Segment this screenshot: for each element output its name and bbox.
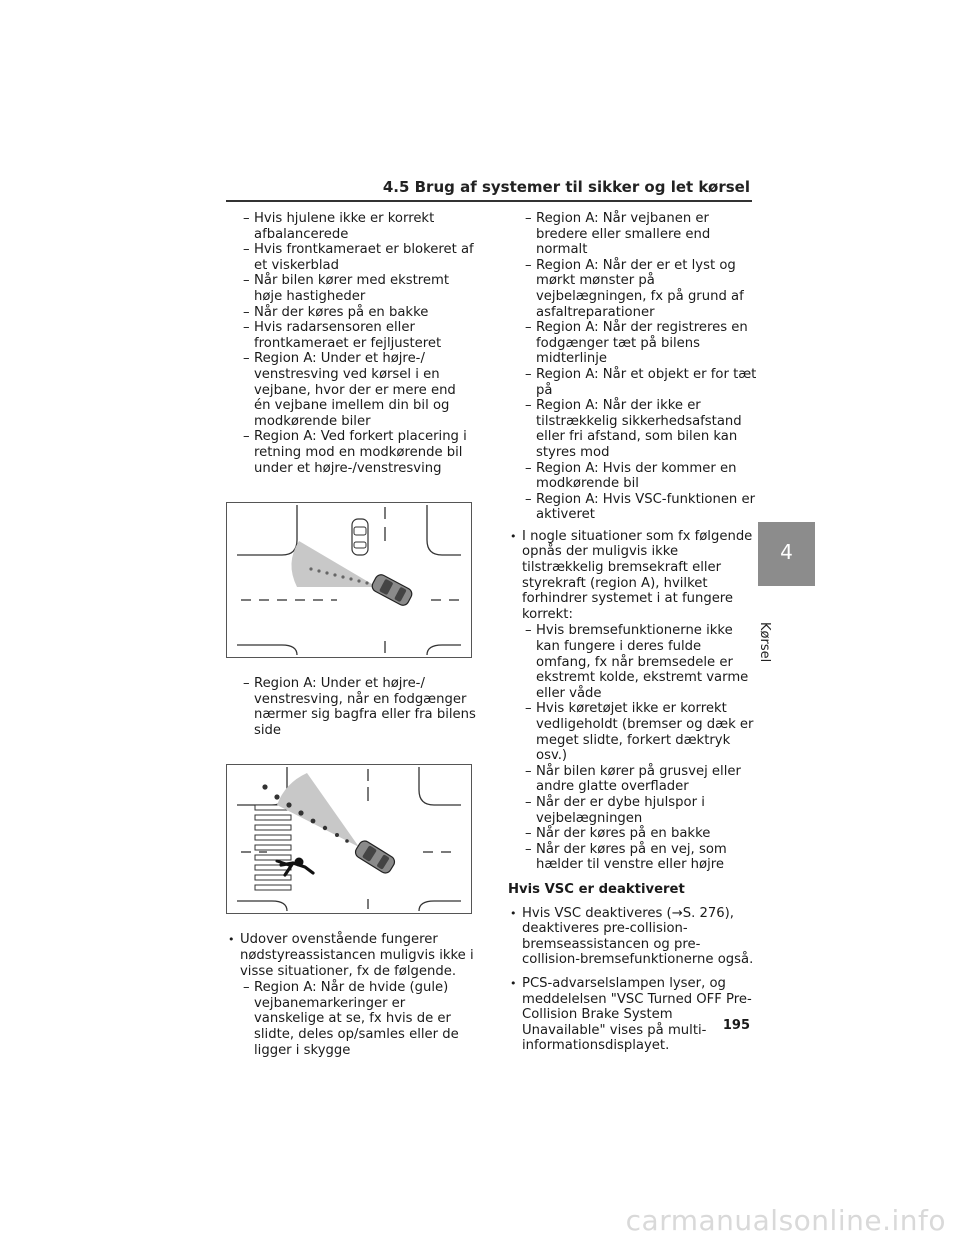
list-item: – Når bilen kører på grusvej eller andre glatte overflader	[508, 764, 758, 795]
section-title: 4.5 Brug af systemer til sikker og let kørsel	[382, 178, 750, 196]
bullet-item: • PCS-advarselslampen lyser, og meddelelsen "VSC Turned OFF Pre-Collision Brake System Unavailable" vises på multi-informationsdisplayet.	[508, 976, 758, 1054]
list-item: – Region A: Når der er et lyst og mørkt mønster på vejbelægningen, fx på grund af asfaltreparationer	[508, 258, 758, 320]
bullet-sub-list	[508, 623, 758, 873]
condition-list-3	[508, 211, 758, 523]
bullet-item: • Udover ovenstående fungerer nødstyreassistancen muligvis ikke i visse situationer, fx de følgende.	[226, 932, 476, 979]
chapter-label: Kørsel	[757, 622, 772, 663]
condition-list-1	[226, 211, 476, 476]
list-item: – Region A: Når et objekt er for tæt på	[508, 367, 758, 398]
list-item: – Region A: Når der registreres en fodgænger tæt på bilens midterlinje	[508, 320, 758, 367]
header-rule	[226, 200, 752, 202]
turn-oncoming-car-illustration	[226, 502, 472, 658]
list-item: – Region A: Hvis der kommer en modkørende bil	[508, 461, 758, 492]
list-item: – Region A: Under et højre-/ venstresving ved kørsel i en vejbane, hvor der er mere end én vejbane imellem din bil og modkørende biler	[226, 351, 476, 429]
chapter-number: 4	[780, 540, 793, 564]
chapter-tab	[758, 522, 815, 586]
condition-list-2	[226, 676, 476, 738]
list-item: – Hvis frontkameraet er blokeret af et viskerblad	[226, 242, 476, 273]
left-column	[226, 210, 476, 1058]
list-item: – Region A: Under et højre-/ venstresving, når en fodgænger nærmer sig bagfra eller fra bilens side	[226, 676, 476, 738]
right-column	[508, 210, 758, 1054]
list-item: – Når der køres på en vej, som hælder til venstre eller højre	[508, 842, 758, 873]
list-item: – Hvis hjulene ikke er korrekt afbalancerede	[226, 211, 476, 242]
list-item: – Region A: Hvis VSC-funktionen er aktiveret	[508, 492, 758, 523]
list-item: – Når der køres på en bakke	[226, 305, 476, 321]
list-item: – Når der er dybe hjulspor i vejbelægningen	[508, 795, 758, 826]
bullet-item: • I nogle situationer som fx følgende opnås der muligvis ikke tilstrækkelig bremsekraft eller styrekraft (region A), hvilket forhindrer systemet i at fungere korrekt:	[508, 529, 758, 623]
list-item: – Region A: Ved forkert placering i retning mod en modkørende bil under et højre-/venstresving	[226, 429, 476, 476]
list-item: – Hvis køretøjet ikke er korrekt vedligeholdt (bremser og dæk er meget slidte, forkert dæktryk osv.)	[508, 701, 758, 763]
bullet-item: • Hvis VSC deaktiveres (→S. 276), deaktiveres pre-collision-bremseassistancen og pre-collision-bremsefunktionerne også.	[508, 906, 758, 968]
list-item: – Hvis bremsefunktionerne ikke kan fungere i deres fulde omfang, fx når bremsedele er ekstremt kolde, ekstremt varme eller våde	[508, 623, 758, 701]
section-heading: Hvis VSC er deaktiveret	[508, 881, 685, 897]
bullet-sub-list	[226, 980, 476, 1058]
list-item: – Når der køres på en bakke	[508, 826, 758, 842]
turn-pedestrian-illustration	[226, 764, 472, 914]
page-number: 195	[722, 1018, 750, 1033]
list-item: – Region A: Når de hvide (gule) vejbanemarkeringer er vanskelige at se, fx hvis de er slidte, deles op/samles eller de ligger i skygge	[226, 980, 476, 1058]
list-item: – Hvis radarsensoren eller frontkameraet er fejljusteret	[226, 320, 476, 351]
list-item: – Region A: Når der ikke er tilstrækkelig sikkerhedsafstand eller fri afstand, som bilen kan styres mod	[508, 398, 758, 460]
list-item: – Når bilen kører med ekstremt høje hastigheder	[226, 273, 476, 304]
chapter-label-container	[757, 592, 808, 663]
watermark: carmanualsonline.info	[625, 1204, 946, 1237]
list-item: – Region A: Når vejbanen er bredere eller smallere end normalt	[508, 211, 758, 258]
